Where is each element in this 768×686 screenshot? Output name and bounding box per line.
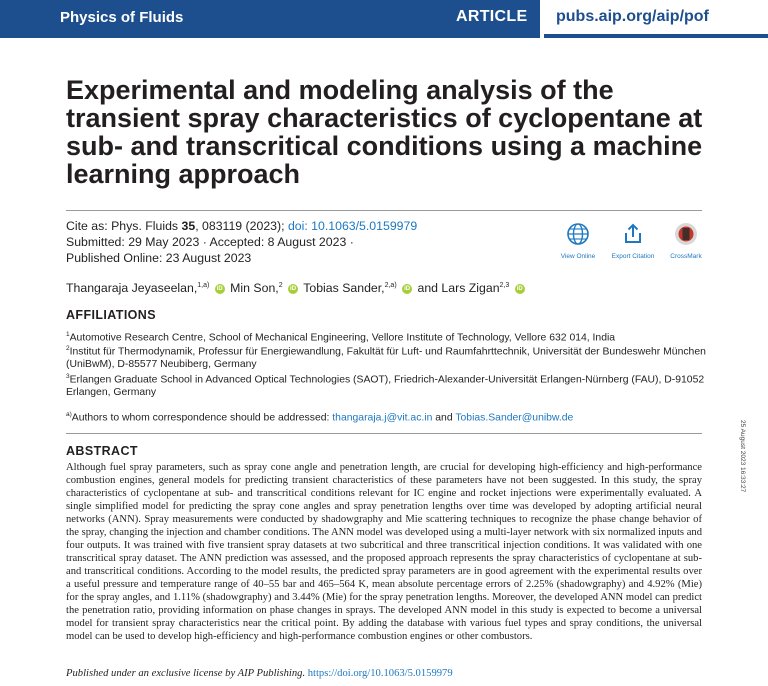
affiliation-sup: 1 — [66, 331, 70, 338]
author-name[interactable]: Thangaraja Jeyaseelan, — [66, 281, 198, 295]
author-sup: 2 — [278, 281, 283, 289]
export-icon — [621, 222, 645, 246]
author-list — [66, 281, 527, 295]
license-text: Published under an exclusive license by AIP Publishing. — [66, 668, 308, 679]
export-citation-label: Export Citation — [611, 253, 655, 260]
affiliation-text: Institut für Thermodynamik, Professur für Energiewandlung, Fakultät für Luft- und Raumfahrttechnik, Universität der Bundeswehr München (UniBwM), D-85577 Neubiberg, Germany — [66, 346, 706, 371]
divider-abstract — [66, 433, 702, 434]
license-doi-link[interactable]: https://doi.org/10.1063/5.0159979 — [307, 668, 453, 679]
citation-block — [66, 218, 417, 266]
orcid-icon[interactable]: iD — [216, 285, 223, 292]
email-link[interactable]: Tobias.Sander@unibw.de — [455, 412, 574, 424]
article-label: ARTICLE — [456, 8, 528, 25]
author-sup: 1,a) — [197, 281, 210, 289]
affiliation-sup: 2 — [66, 345, 70, 352]
crossmark-icon — [674, 222, 698, 246]
journal-name[interactable]: Physics of Fluids — [60, 9, 184, 26]
export-citation-button[interactable] — [603, 222, 663, 260]
abstract-heading: ABSTRACT — [66, 444, 138, 458]
view-online-button[interactable] — [548, 222, 608, 260]
view-online-label: View Online — [560, 253, 596, 260]
header-url-box — [544, 0, 768, 38]
cite-volume: 35 — [181, 219, 196, 233]
affiliation-item — [66, 370, 706, 399]
correspondence-text: Authors to whom correspondence should be addressed: — [71, 412, 333, 424]
abstract-text: Although fuel spray parameters, such as spray cone angle and penetration length, are crucial for developing high-efficiency and high-performance combustion engines, general models for predicting transient characteristics of these parameters have not been suggested. In this study, the spray characteristics of cyclopentane at sub- and transcritical conditions relevant for IC engine and rocket injections were experimentally evaluated. A single simplified model for predicting the spray cone angles and spray penetration lengths over time was developed by adopting artificial neural networks (ANN). Spray measurements were conducted by shadowgraphy and Mie scattering techniques to recognize the phase change behavior of the spray, changing the injection and chamber conditions. The ANN model was developed using a multi-layer network with six normalized inputs and four outputs. It was trained with five transient spray datasets at two subcritical and three transcritical injection conditions. It was validated with one transcritical spray dataset. The ANN prediction was assessed, and the proposed approach represents the spray characteristics of cyclopentane at sub- and transcritical conditions. According to the model results, the predicted spray parameters are in good agreement with the experimental results over a useful pressure and temperature range of 40–55 bar and 465–564 K, mean absolute percentage errors of 2.25% (shadowgraphy) and 4.92% (Mie) for the spray angles, and 1.11% (shadowgraphy) and 3.44% (Mie) for the spray penetration lengths. Moreover, the developed ANN model can predict the penetration ratio, providing information on phase changes in sprays. The developed ANN model in this study is expected to become a universal model for transient spray characteristics near the critical point. By adding the database with various fuel types and spray conditions, the universal model can be used to develop high-efficiency and high-performance combustion engines or other combustors. — [66, 462, 702, 642]
globe-icon — [566, 222, 590, 246]
published-line: Published Online: 23 August 2023 — [66, 251, 252, 265]
paper-title: Experimental and modeling analysis of the transient spray characteristics of cyclopentane at sub- and transcritical conditions using a machine learning approach — [66, 75, 703, 189]
orcid-icon[interactable]: iD — [404, 285, 411, 292]
author-name[interactable]: and Lars Zigan — [417, 281, 500, 295]
license-line — [66, 668, 453, 679]
header-bar — [0, 0, 540, 38]
submitted-line: Submitted: 29 May 2023 · Accepted: 8 August 2023 · — [66, 235, 354, 249]
correspondence-sup: a) — [66, 411, 72, 418]
crossmark-button[interactable] — [656, 222, 716, 260]
cite-prefix: Cite as: Phys. Fluids — [66, 219, 182, 233]
affiliation-text: Erlangen Graduate School in Advanced Optical Technologies (SAOT), Friedrich-Alexander-Universität Erlangen-Nürnberg (FAU), D-91052 Erlangen, Germany — [66, 374, 705, 399]
divider-top — [66, 210, 702, 211]
cite-rest: , 083119 (2023); — [195, 219, 288, 233]
orcid-icon[interactable]: iD — [290, 285, 297, 292]
author-name[interactable]: Tobias Sander, — [303, 281, 385, 295]
author-sup: 2,3 — [499, 281, 510, 289]
affiliations-heading: AFFILIATIONS — [66, 308, 156, 322]
author-sup: 2,a) — [384, 281, 397, 289]
journal-header — [0, 0, 768, 38]
affiliation-sup: 3 — [66, 373, 70, 380]
download-timestamp: 25 August 2023 16:33:27 — [739, 420, 746, 493]
correspondence-note — [66, 408, 706, 424]
affiliation-text: Automotive Research Centre, School of Mechanical Engineering, Vellore Institute of Technology, Vellore 632 014, India — [69, 332, 616, 344]
crossmark-label: CrossMark — [670, 253, 702, 260]
cite-line — [66, 218, 417, 234]
correspondence-and: and — [432, 412, 456, 424]
email-link[interactable]: thangaraja.j@vit.ac.in — [332, 412, 433, 424]
affiliation-item — [66, 342, 706, 371]
doi-link[interactable]: doi: 10.1063/5.0159979 — [287, 219, 418, 233]
author-name[interactable]: Min Son, — [230, 281, 279, 295]
journal-url-link[interactable]: pubs.aip.org/aip/pof — [556, 8, 709, 25]
orcid-icon[interactable]: iD — [516, 285, 523, 292]
